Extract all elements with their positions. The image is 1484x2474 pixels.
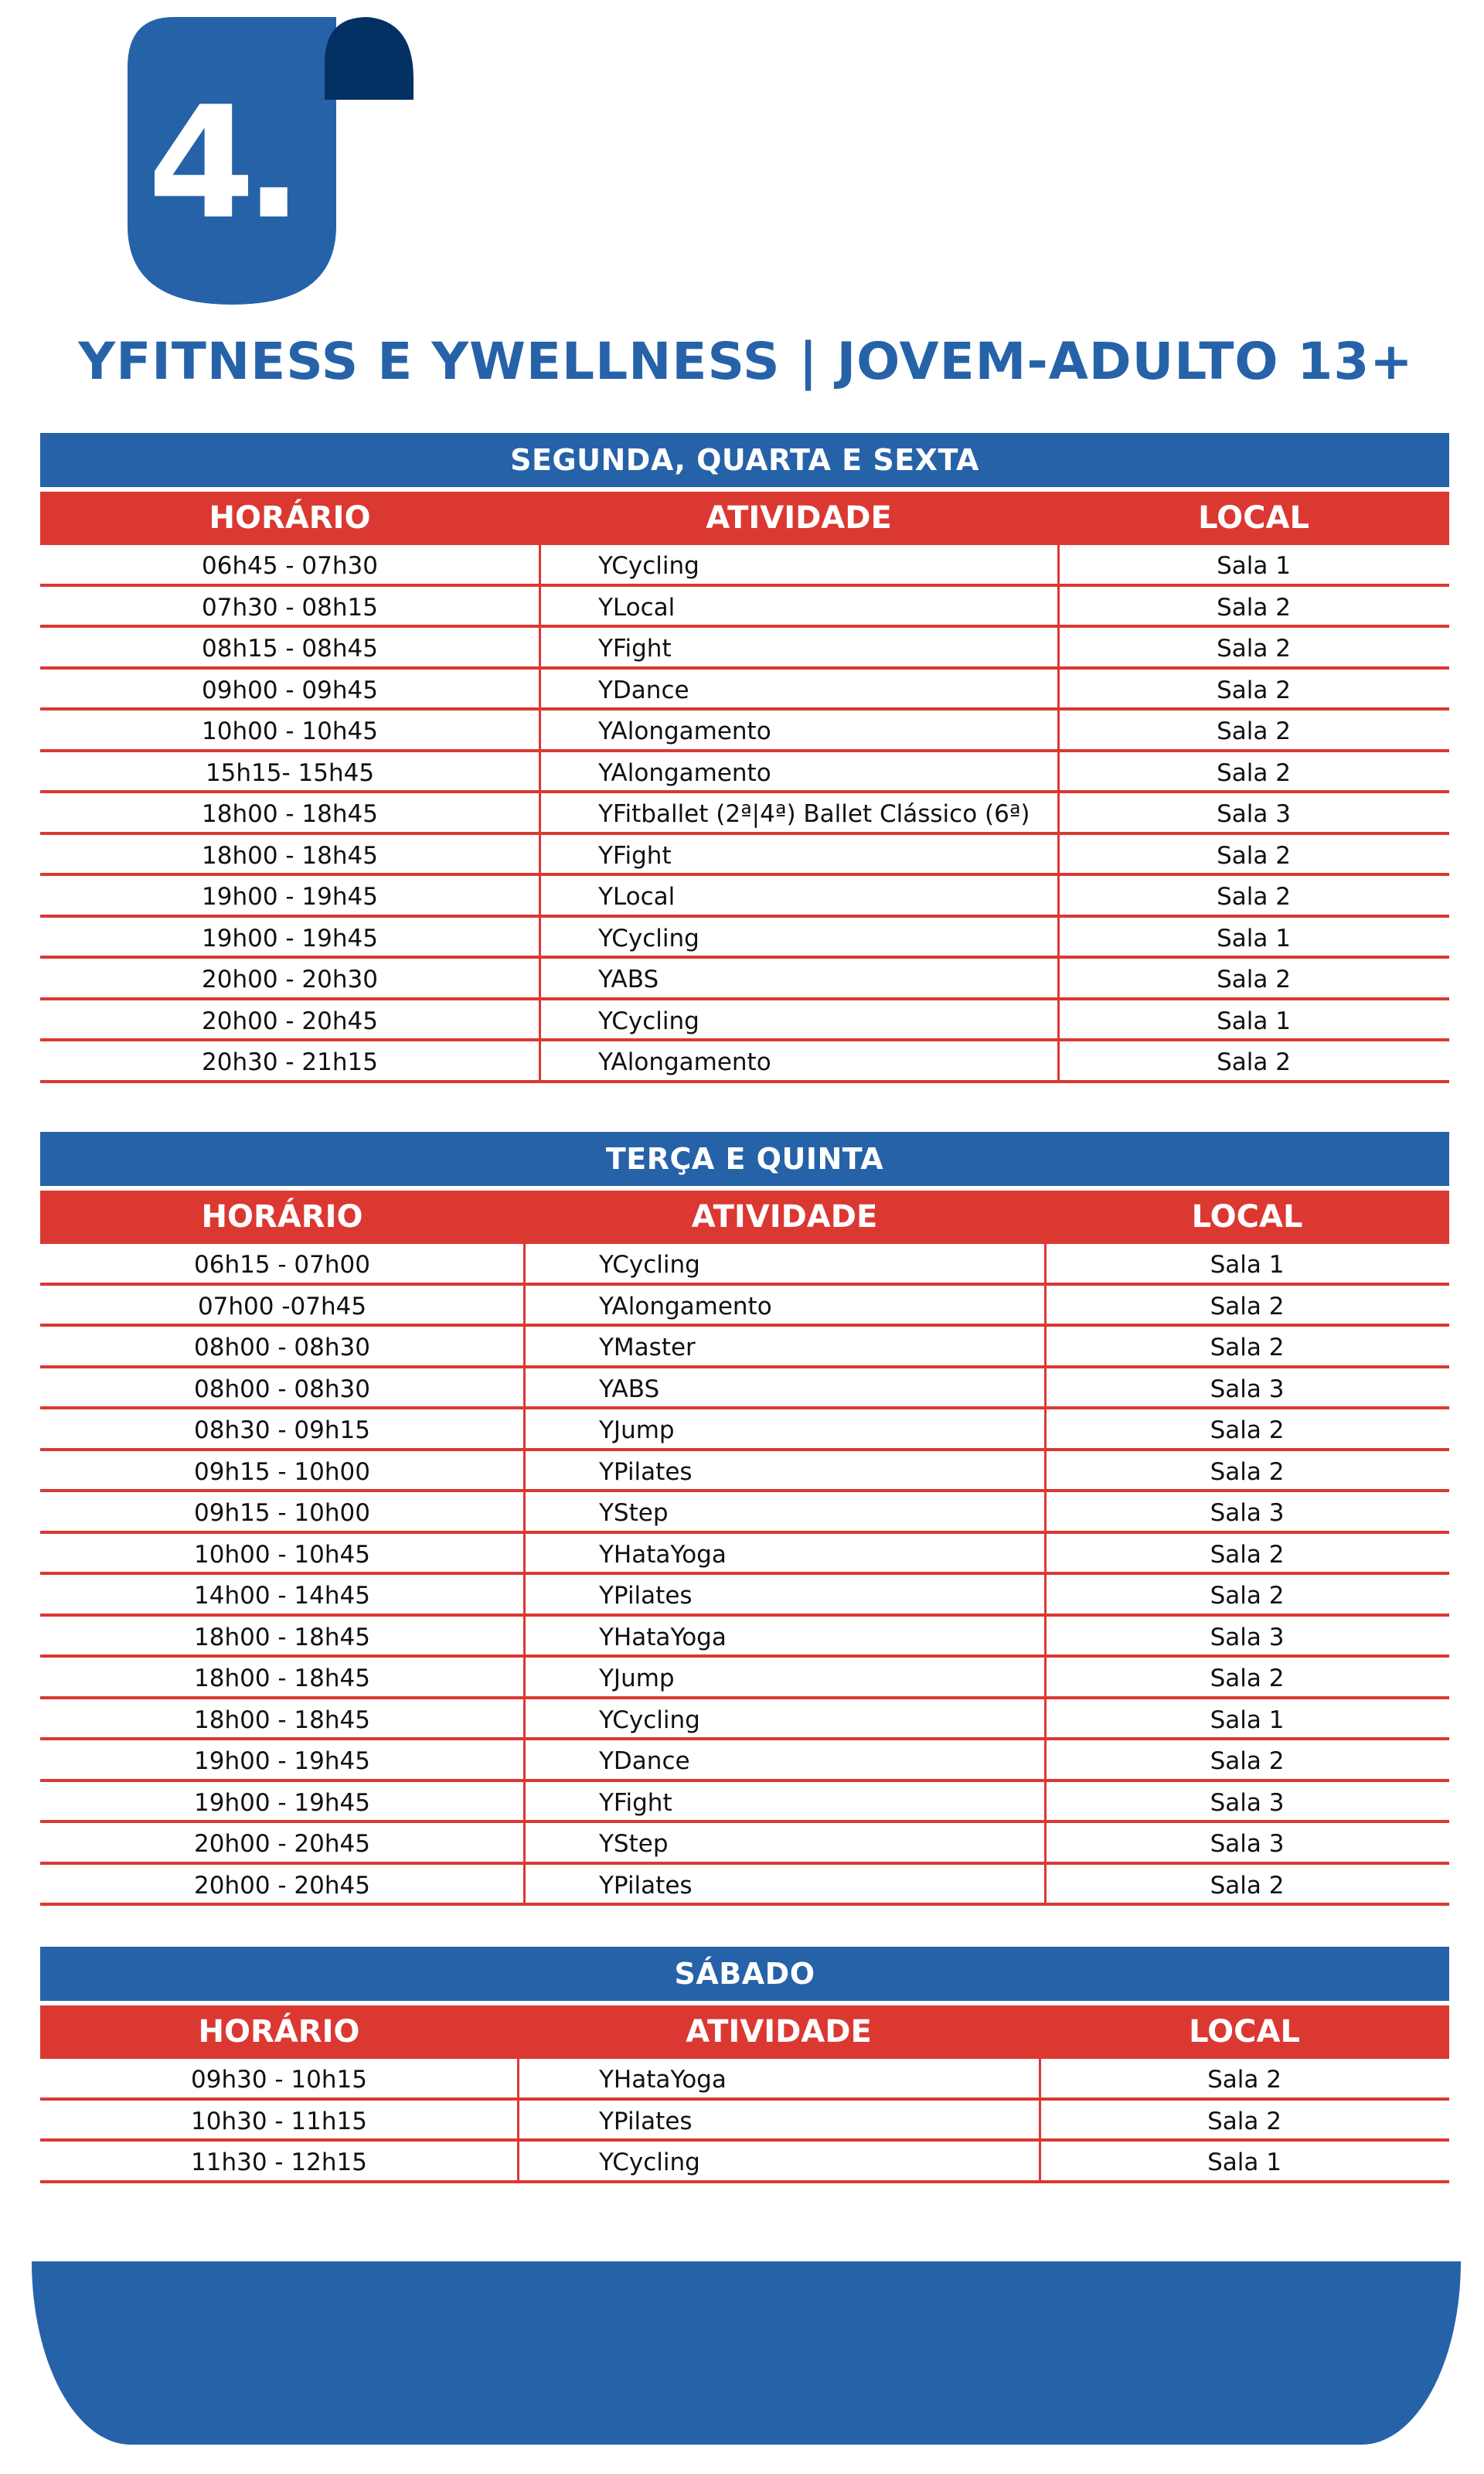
table-row <box>40 587 1449 629</box>
cell-activity: YAlongamento <box>598 758 771 787</box>
cell-location: Sala 3 <box>1210 1499 1285 1527</box>
cell-time: 08h00 - 08h30 <box>194 1334 370 1361</box>
schedule-day-header: SEGUNDA, QUARTA E SEXTA <box>40 433 1449 487</box>
cell-location: Sala 1 <box>1217 1007 1291 1035</box>
cell-location: Sala 2 <box>1210 1540 1285 1569</box>
cell-activity: YPilates <box>599 1582 693 1610</box>
column-header-row <box>40 2005 1449 2059</box>
cell-location: Sala 1 <box>1207 2149 1281 2176</box>
cell-location: Sala 2 <box>1217 635 1291 663</box>
table-row <box>40 1865 1449 1907</box>
schedule-day-header: TERÇA E QUINTA <box>40 1132 1449 1186</box>
cell-location: Sala 2 <box>1207 2066 1281 2094</box>
cell-location: Sala 2 <box>1217 717 1291 745</box>
cell-time: 11h30 - 12h15 <box>191 2149 367 2176</box>
table-row <box>40 1699 1449 1741</box>
table-row <box>40 1368 1449 1410</box>
table-row <box>40 711 1449 752</box>
cell-location: Sala 2 <box>1217 883 1291 911</box>
cell-location: Sala 3 <box>1210 1830 1285 1858</box>
schedule-rows <box>40 545 1449 1083</box>
schedule-table-saturday <box>40 1947 1449 2183</box>
section-number: 4. <box>148 73 293 254</box>
cell-location: Sala 3 <box>1210 1623 1285 1651</box>
cell-time: 15h15- 15h45 <box>205 758 375 787</box>
table-row <box>40 2059 1449 2101</box>
cell-location: Sala 2 <box>1207 2107 1281 2135</box>
cell-activity: YCycling <box>598 1007 699 1035</box>
cell-time: 18h00 - 18h45 <box>202 800 378 828</box>
cell-activity: YABS <box>598 966 659 993</box>
column-header-time: HORÁRIO <box>198 2014 360 2050</box>
table-row <box>40 1451 1449 1493</box>
cell-location: Sala 2 <box>1217 966 1291 993</box>
cell-time: 07h30 - 08h15 <box>202 593 378 622</box>
cell-location: Sala 2 <box>1217 593 1291 622</box>
cell-time: 20h00 - 20h45 <box>202 1007 378 1035</box>
cell-time: 18h00 - 18h45 <box>202 841 378 870</box>
column-header-activity: ATIVIDADE <box>691 1199 878 1235</box>
table-row <box>40 670 1449 711</box>
table-row <box>40 752 1449 794</box>
cell-activity: YLocal <box>598 883 676 911</box>
column-header-location: LOCAL <box>1191 1199 1303 1235</box>
cell-activity: YFitballet (2ª|4ª) Ballet Clássico (6ª) <box>598 800 1030 828</box>
cell-activity: YFight <box>599 1788 672 1817</box>
cell-location: Sala 3 <box>1210 1375 1285 1403</box>
cell-activity: YPilates <box>599 1457 693 1486</box>
cell-activity: YCycling <box>599 1706 700 1734</box>
cell-time: 08h15 - 08h45 <box>202 635 378 663</box>
cell-activity: YHataYoga <box>599 1540 727 1569</box>
cell-location: Sala 1 <box>1217 552 1291 580</box>
cell-time: 09h30 - 10h15 <box>191 2066 367 2094</box>
column-header-activity: ATIVIDADE <box>686 2014 872 2050</box>
column-header-location: LOCAL <box>1198 500 1309 536</box>
cell-location: Sala 2 <box>1210 1747 1285 1775</box>
cell-location: Sala 1 <box>1217 924 1291 952</box>
table-row <box>40 1327 1449 1368</box>
cell-location: Sala 2 <box>1210 1871 1285 1900</box>
page-title: YFITNESS E YWELLNESS | JOVEM-ADULTO 13+ <box>78 332 1414 391</box>
cell-time: 08h00 - 08h30 <box>194 1375 370 1403</box>
cell-time: 07h00 -07h45 <box>197 1292 367 1320</box>
cell-location: Sala 2 <box>1217 841 1291 870</box>
cell-time: 14h00 - 14h45 <box>194 1582 370 1610</box>
cell-activity: YJump <box>599 1665 675 1692</box>
cell-time: 19h00 - 19h45 <box>202 883 378 911</box>
cell-location: Sala 2 <box>1210 1457 1285 1486</box>
cell-location: Sala 1 <box>1210 1251 1285 1279</box>
table-row <box>40 2101 1449 2142</box>
cell-location: Sala 3 <box>1210 1788 1285 1817</box>
cell-activity: YAlongamento <box>599 1292 772 1320</box>
cell-activity: YAlongamento <box>598 717 771 745</box>
cell-location: Sala 3 <box>1217 800 1291 828</box>
cell-time: 20h00 - 20h45 <box>194 1871 370 1900</box>
table-row <box>40 1286 1449 1327</box>
cell-activity: YDance <box>598 676 689 704</box>
cell-time: 20h00 - 20h45 <box>194 1830 370 1858</box>
cell-location: Sala 1 <box>1210 1706 1285 1734</box>
cell-activity: YFight <box>598 841 672 870</box>
cell-location: Sala 2 <box>1210 1665 1285 1692</box>
table-row <box>40 545 1449 587</box>
cell-activity: YStep <box>599 1830 669 1858</box>
column-header-row <box>40 1191 1449 1244</box>
cell-location: Sala 2 <box>1210 1582 1285 1610</box>
table-row <box>40 1000 1449 1042</box>
cell-activity: YAlongamento <box>598 1048 771 1076</box>
table-row <box>40 1740 1449 1782</box>
cell-location: Sala 2 <box>1217 676 1291 704</box>
table-row <box>40 1041 1449 1083</box>
cell-activity: YJump <box>599 1416 675 1444</box>
cell-time: 10h00 - 10h45 <box>194 1540 370 1569</box>
cell-activity: YDance <box>599 1747 690 1775</box>
cell-time: 09h15 - 10h00 <box>194 1499 370 1527</box>
table-row <box>40 1575 1449 1617</box>
cell-time: 06h45 - 07h30 <box>202 552 378 580</box>
column-header-time: HORÁRIO <box>201 1199 363 1235</box>
cell-time: 18h00 - 18h45 <box>194 1706 370 1734</box>
cell-time: 10h30 - 11h15 <box>191 2107 367 2135</box>
cell-time: 20h30 - 21h15 <box>202 1048 378 1076</box>
cell-time: 09h15 - 10h00 <box>194 1457 370 1486</box>
cell-activity: YCycling <box>598 552 699 580</box>
cell-activity: YStep <box>599 1499 669 1527</box>
table-row <box>40 1823 1449 1865</box>
table-row <box>40 918 1449 959</box>
table-row <box>40 628 1449 670</box>
schedule-day-header: SÁBADO <box>40 1947 1449 2001</box>
schedule-table-tue-thu <box>40 1132 1449 1906</box>
cell-location: Sala 2 <box>1217 1048 1291 1076</box>
footer-banner <box>32 2261 1461 2445</box>
cell-activity: YHataYoga <box>599 1623 727 1651</box>
cell-time: 19h00 - 19h45 <box>202 924 378 952</box>
table-row <box>40 2142 1449 2183</box>
cell-activity: YCycling <box>598 924 699 952</box>
cell-time: 19h00 - 19h45 <box>194 1788 370 1817</box>
cell-time: 06h15 - 07h00 <box>194 1251 370 1279</box>
table-row <box>40 1409 1449 1451</box>
cell-activity: YPilates <box>599 2107 693 2135</box>
table-row <box>40 1534 1449 1576</box>
cell-activity: YCycling <box>599 2149 700 2176</box>
cell-time: 20h00 - 20h30 <box>202 966 378 993</box>
table-row <box>40 1782 1449 1824</box>
column-header-time: HORÁRIO <box>209 500 371 536</box>
cell-activity: YABS <box>599 1375 660 1403</box>
schedule-table-mon-wed-fri <box>40 433 1449 1083</box>
cell-time: 09h00 - 09h45 <box>202 676 378 704</box>
cell-location: Sala 2 <box>1210 1416 1285 1444</box>
table-row <box>40 1658 1449 1699</box>
table-row <box>40 1244 1449 1286</box>
cell-activity: YLocal <box>598 593 676 622</box>
column-header-row <box>40 492 1449 545</box>
cell-time: 10h00 - 10h45 <box>202 717 378 745</box>
table-row <box>40 1492 1449 1534</box>
cell-activity: YCycling <box>599 1251 700 1279</box>
cell-activity: YPilates <box>599 1871 693 1900</box>
section-number-badge <box>128 17 414 305</box>
table-row <box>40 876 1449 918</box>
table-row <box>40 1617 1449 1658</box>
cell-time: 18h00 - 18h45 <box>194 1623 370 1651</box>
cell-location: Sala 2 <box>1210 1292 1285 1320</box>
column-header-location: LOCAL <box>1189 2014 1300 2050</box>
cell-activity: YMaster <box>599 1334 696 1361</box>
column-header-activity: ATIVIDADE <box>706 500 892 536</box>
cell-activity: YFight <box>598 635 672 663</box>
cell-time: 19h00 - 19h45 <box>194 1747 370 1775</box>
cell-location: Sala 2 <box>1217 758 1291 787</box>
table-row <box>40 959 1449 1000</box>
cell-time: 08h30 - 09h15 <box>194 1416 370 1444</box>
table-row <box>40 835 1449 877</box>
cell-activity: YHataYoga <box>599 2066 727 2094</box>
cell-time: 18h00 - 18h45 <box>194 1665 370 1692</box>
schedule-rows <box>40 1244 1449 1906</box>
cell-location: Sala 2 <box>1210 1334 1285 1361</box>
schedule-rows <box>40 2059 1449 2183</box>
table-row <box>40 793 1449 835</box>
